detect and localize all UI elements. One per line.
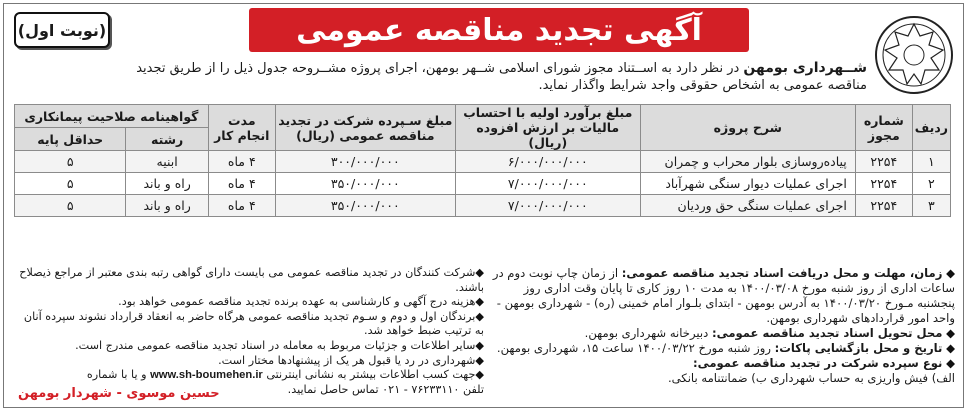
permit-number: ۲۲۵۴ — [855, 151, 912, 173]
tender-notice — [3, 3, 964, 408]
notice-banner — [249, 8, 749, 52]
condition-item: ◆شهرداری در رد یا قبول هر یک از پیشنهادها مختار است. — [218, 353, 484, 367]
document-delivery-info: ◆ محل تحویل اسناد تجدید مناقصه عمومی: دبیرخانه شهرداری بومهن. — [584, 326, 955, 340]
mayor-signature: حسین موسوی - شهردار بومهن — [18, 386, 220, 401]
round-badge — [14, 12, 110, 48]
conditions-right-column — [485, 266, 955, 386]
phone-number: تلفن ۷۶۲۳۳۱۱۰ - ۰۲۱ تماس حاصل نمایید. — [287, 382, 484, 396]
col-grade-header: حداقل پایه — [15, 128, 126, 151]
deposit-amount: ۳۵۰/۰۰۰/۰۰۰ — [275, 195, 455, 217]
condition-item: ◆شرکت کنندگان در تجدید مناقصه عمومی می بایست دارای گواهی رتبه بندی معتبر از مراجع ذیصلاح باشند. — [19, 266, 484, 294]
project-title: اجرای عملیات دیوار سنگی شهرآباد — [640, 173, 855, 195]
bullet-icon: ◆ — [475, 353, 484, 367]
table-row — [15, 173, 951, 195]
col-field-header: رشته — [126, 128, 208, 151]
bullet-icon: ◆ — [475, 368, 484, 382]
estimate-amount: ۶/۰۰۰/۰۰۰/۰۰۰ — [455, 151, 640, 173]
qualification-field: راه و باند — [126, 173, 208, 195]
col-qualification-header: گواهینامه صلاحیت پیمانکاری — [15, 105, 209, 128]
municipality-seal-icon — [873, 14, 955, 96]
deposit-type-info: ◆ نوع سپرده شرکت در تجدید مناقصه عمومی: الف) فیش واریزی به حساب شهرداری ب) ضمانتنامه بانکی. — [667, 356, 955, 385]
table-row — [15, 151, 951, 173]
qualification-field: راه و باند — [126, 195, 208, 217]
municipality-name: شــهرداری بومهن — [743, 60, 867, 76]
bullet-icon: ◆ — [946, 356, 955, 370]
project-title: اجرای عملیات سنگی حق وردیان — [640, 195, 855, 217]
col-deposit-header: مبلغ سـپرده شرکت در تجدید مناقصه عمومی (ریال) — [275, 105, 455, 151]
col-title-header: شرح پروژه — [640, 105, 855, 151]
permit-number: ۲۲۵۴ — [855, 195, 912, 217]
round-badge-label: (نوبت اول) — [17, 20, 107, 40]
table-row — [15, 195, 951, 217]
bullet-icon: ◆ — [946, 326, 955, 340]
duration: ۴ ماه — [208, 195, 275, 217]
row-number: ۳ — [912, 195, 950, 217]
col-row-header: ردیف — [912, 105, 950, 151]
qualification-field: ابنیه — [126, 151, 208, 173]
minimum-grade: ۵ — [15, 151, 126, 173]
bullet-icon: ◆ — [475, 266, 484, 279]
deposit-amount: ۳۰۰/۰۰۰/۰۰۰ — [275, 151, 455, 173]
minimum-grade: ۵ — [15, 195, 126, 217]
bullet-icon: ◆ — [946, 341, 955, 355]
duration: ۴ ماه — [208, 173, 275, 195]
condition-item: ◆سایر اطلاعات و جزئیات مربوط به معامله در اسناد تجدید مناقصه عمومی مندرج است. — [75, 338, 484, 352]
duration: ۴ ماه — [208, 151, 275, 173]
deposit-amount: ۳۵۰/۰۰۰/۰۰۰ — [275, 173, 455, 195]
condition-item: ◆هزینه درج آگهی و کارشناسی به عهده برنده تجدید مناقصه عمومی خواهد بود. — [118, 295, 484, 309]
intro-text: در نظر دارد به اســتناد مجوز شورای اسلامی شــهر بومهن، اجرای پروژه مشــروحه جدول ذیل را از طریق تجدید مناقصه عمومی به اشخاص حقوقی واجد شرایط واگذار نماید. — [136, 61, 867, 93]
row-number: ۲ — [912, 173, 950, 195]
bullet-icon: ◆ — [475, 309, 484, 323]
bullet-icon: ◆ — [475, 295, 484, 309]
col-duration-header: مدت انجام کار — [208, 105, 275, 151]
estimate-amount: ۷/۰۰۰/۰۰۰/۰۰۰ — [455, 173, 640, 195]
permit-number: ۲۲۵۴ — [855, 173, 912, 195]
projects-table — [14, 104, 951, 217]
project-title: پیاده‌روسازی بلوار محراب و چمران — [640, 151, 855, 173]
col-permit-header: شماره مجوز — [855, 105, 912, 151]
bullet-icon: ◆ — [946, 266, 955, 280]
website-link[interactable]: www.sh-boumehen.ir — [150, 369, 263, 382]
conditions-left-column — [14, 266, 484, 397]
minimum-grade: ۵ — [15, 173, 126, 195]
notice-title: آگهی تجدید مناقصه عمومی — [296, 12, 702, 48]
intro-paragraph — [107, 60, 867, 94]
bullet-icon: ◆ — [475, 338, 484, 352]
condition-item: ◆برندگان اول و دوم و سـوم تجدید مناقصه عمومی هرگاه حاضر به انعقاد قرارداد نشوند سپرده آنان به ترتیب ضبط خواهد شد. — [23, 309, 484, 338]
opening-date-info: ◆ تاریخ و محل بازگشایی پاکات: روز شنبه مورخ ۱۴۰۰/۰۳/۲۲ ساعت ۱۵، شهرداری بومهن. — [496, 341, 955, 355]
estimate-amount: ۷/۰۰۰/۰۰۰/۰۰۰ — [455, 195, 640, 217]
row-number: ۱ — [912, 151, 950, 173]
contact-info: ◆جهت کسب اطلاعات بیشتر به نشانی اینترنتی www.sh-boumehen.ir و یا با شماره تلفن ۷۶۲۳۳۱۱۰ - ۰۲۱ تماس حاصل نمایید. — [86, 368, 484, 396]
col-estimate-header: مبلغ برآورد اولیه با احتساب مالیات بر ارزش افزوده (ریال) — [455, 105, 640, 151]
document-collection-info: ◆ زمان، مهلت و محل دریافت اسناد تجدید مناقصه عمومی: از زمان چاپ نوبت دوم در ساعات اداری از روز شنبه مورخ ۱۴۰۰/۰۳/۰۸ به مدت ۱۰ روز کاری تا پایان وقت اداری روز پنجشنبه مـورخ ۱۴۰۰/۰۳/۲۰ به آدرس بومهن - ابتدای بلـوار امام خمینی (ره) - شهرداری بومهن - واحد امور قراردادهای شهرداری بومهن. — [492, 266, 955, 325]
